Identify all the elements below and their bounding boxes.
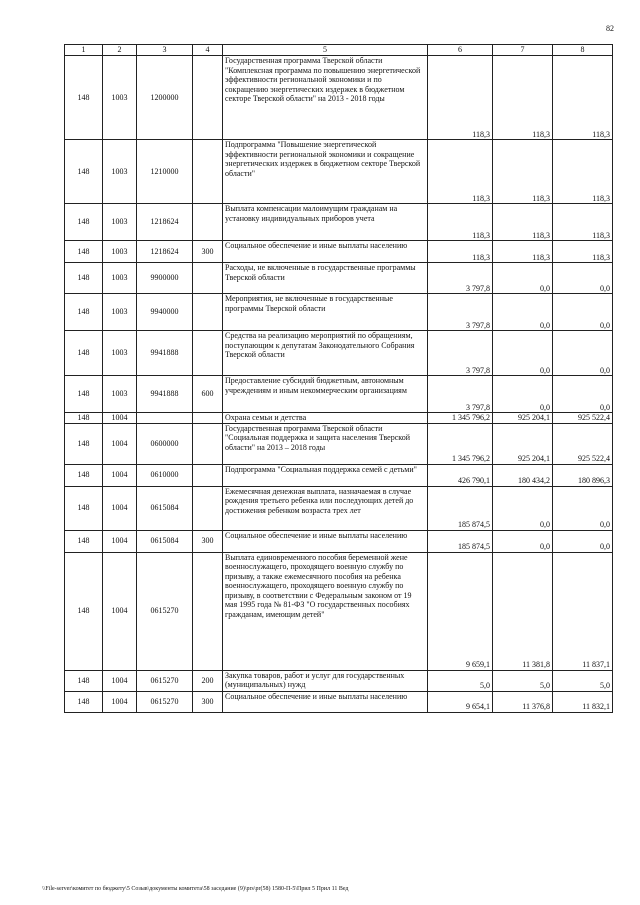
cell-section-code: 1004 [103,486,137,530]
cell-target-article: 9940000 [137,294,193,331]
cell-description: Социальное обеспечение и иные выплаты населению [223,691,428,712]
cell-section-code: 1003 [103,331,137,376]
table-row [65,56,613,140]
cell-expense-type [193,140,223,204]
cell-amount-col8: 0,0 [553,376,613,413]
cell-expense-type [193,204,223,241]
cell-ministry-code: 148 [65,691,103,712]
table-row [65,464,613,486]
cell-amount-col8: 118,3 [553,204,613,241]
cell-target-article: 0615084 [137,530,193,552]
cell-section-code: 1003 [103,56,137,140]
cell-expense-type [193,486,223,530]
cell-amount-col6: 1 345 796,2 [428,423,493,464]
cell-section-code: 1003 [103,263,137,294]
cell-amount-col7: 0,0 [493,530,553,552]
cell-ministry-code: 148 [65,486,103,530]
cell-expense-type: 300 [193,530,223,552]
cell-expense-type [193,263,223,294]
cell-section-code: 1003 [103,140,137,204]
cell-target-article: 9900000 [137,263,193,294]
cell-amount-col8: 0,0 [553,294,613,331]
table-row [65,530,613,552]
cell-amount-col7: 0,0 [493,486,553,530]
cell-description: Ежемесячная денежная выплата, назначаемая в случае рождения третьего ребенка или последующих детей до достижения ребенком возраста трех лет [223,486,428,530]
cell-amount-col6: 118,3 [428,140,493,204]
cell-section-code: 1004 [103,413,137,424]
cell-amount-col8: 5,0 [553,670,613,691]
column-header: 8 [553,45,613,56]
cell-expense-type [193,294,223,331]
cell-amount-col7: 118,3 [493,241,553,263]
cell-amount-col7: 0,0 [493,376,553,413]
column-header: 7 [493,45,553,56]
cell-amount-col6: 185 874,5 [428,486,493,530]
column-header: 5 [223,45,428,56]
cell-amount-col6: 5,0 [428,670,493,691]
cell-expense-type [193,413,223,424]
cell-section-code: 1004 [103,464,137,486]
cell-amount-col6: 1 345 796,2 [428,413,493,424]
cell-amount-col8: 0,0 [553,331,613,376]
cell-ministry-code: 148 [65,423,103,464]
cell-description: Предоставление субсидий бюджетным, автономным учреждениям и иным некоммерческим организациям [223,376,428,413]
cell-description: Социальное обеспечение и иные выплаты населению [223,530,428,552]
cell-ministry-code: 148 [65,552,103,670]
table-row [65,486,613,530]
cell-expense-type: 200 [193,670,223,691]
cell-amount-col7: 118,3 [493,204,553,241]
cell-expense-type [193,56,223,140]
table-row [65,331,613,376]
cell-expense-type [193,464,223,486]
cell-description: Социальное обеспечение и иные выплаты населению [223,241,428,263]
cell-amount-col7: 925 204,1 [493,413,553,424]
cell-target-article: 0615084 [137,486,193,530]
cell-amount-col8: 118,3 [553,56,613,140]
cell-ministry-code: 148 [65,204,103,241]
cell-ministry-code: 148 [65,294,103,331]
cell-amount-col8: 925 522,4 [553,423,613,464]
cell-ministry-code: 148 [65,56,103,140]
cell-target-article: 1218624 [137,204,193,241]
cell-amount-col6: 118,3 [428,241,493,263]
cell-expense-type: 600 [193,376,223,413]
cell-amount-col8: 0,0 [553,486,613,530]
cell-section-code: 1004 [103,670,137,691]
table-row [65,294,613,331]
file-path-footer: \\File-server\комитет по бюджету\5 Созыв\документы комитета\58 заседание (9)\prs\pr(58) 1580-П-5\Прил 5 Прил 11 Вед [42,886,349,892]
cell-amount-col8: 0,0 [553,263,613,294]
cell-description: Выплата компенсации малоимущим гражданам на установку индивидуальных приборов учета [223,204,428,241]
budget-table [64,44,613,713]
table-header-row [65,45,613,56]
cell-expense-type [193,331,223,376]
table-row [65,263,613,294]
cell-amount-col6: 3 797,8 [428,263,493,294]
cell-expense-type [193,552,223,670]
table-row [65,413,613,424]
cell-ministry-code: 148 [65,670,103,691]
cell-section-code: 1003 [103,241,137,263]
cell-amount-col6: 426 790,1 [428,464,493,486]
cell-amount-col6: 9 654,1 [428,691,493,712]
cell-target-article [137,413,193,424]
cell-target-article: 0615270 [137,670,193,691]
cell-ministry-code: 148 [65,413,103,424]
column-header: 4 [193,45,223,56]
cell-target-article: 0615270 [137,691,193,712]
cell-section-code: 1004 [103,423,137,464]
column-header: 6 [428,45,493,56]
cell-amount-col8: 0,0 [553,530,613,552]
column-header: 2 [103,45,137,56]
cell-description: Выплата единовременного пособия беременной жене военнослужащего, проходящего военную службу по призыву, а также ежемесячного пособия на ребенка военнослужащего, проходящего военную службу по призыву, в соответствии с Федеральным законом от 19 мая 1995 года № 81-ФЗ "О государственных пособиях гражданам, имеющим детей" [223,552,428,670]
cell-amount-col7: 925 204,1 [493,423,553,464]
cell-description: Мероприятия, не включенные в государственные программы Тверской области [223,294,428,331]
cell-amount-col7: 11 376,8 [493,691,553,712]
cell-amount-col6: 3 797,8 [428,331,493,376]
cell-amount-col6: 185 874,5 [428,530,493,552]
cell-description: Подпрограмма "Социальная поддержка семей с детьми" [223,464,428,486]
page-number: 82 [606,24,614,33]
cell-amount-col7: 0,0 [493,294,553,331]
cell-ministry-code: 148 [65,140,103,204]
cell-amount-col6: 118,3 [428,204,493,241]
cell-ministry-code: 148 [65,530,103,552]
cell-description: Государственная программа Тверской области "Комплексная программа по повышению энергетической эффективности региональной экономики и по сокращению энергетических издержек в бюджетном секторе Тверской области" на 2013 - 2018 годы [223,56,428,140]
cell-section-code: 1003 [103,376,137,413]
table-row [65,552,613,670]
cell-amount-col7: 5,0 [493,670,553,691]
cell-section-code: 1004 [103,530,137,552]
cell-target-article: 1218624 [137,241,193,263]
table-row [65,204,613,241]
cell-amount-col8: 11 832,1 [553,691,613,712]
cell-description: Подпрограмма "Повышение энергетической эффективности региональной экономики и сокращение энергетических издержек в бюджетном секторе Тверской области" [223,140,428,204]
cell-section-code: 1004 [103,552,137,670]
cell-target-article: 1200000 [137,56,193,140]
cell-amount-col6: 3 797,8 [428,294,493,331]
cell-amount-col7: 0,0 [493,263,553,294]
cell-target-article: 9941888 [137,376,193,413]
cell-target-article: 0615270 [137,552,193,670]
cell-description: Закупка товаров, работ и услуг для государственных (муниципальных) нужд [223,670,428,691]
cell-description: Средства на реализацию мероприятий по обращениям, поступающим к депутатам Законодательного Собрания Тверской области [223,331,428,376]
cell-expense-type: 300 [193,691,223,712]
cell-ministry-code: 148 [65,464,103,486]
cell-ministry-code: 148 [65,376,103,413]
cell-target-article: 0610000 [137,464,193,486]
table-row [65,241,613,263]
cell-target-article: 1210000 [137,140,193,204]
cell-target-article: 9941888 [137,331,193,376]
cell-section-code: 1004 [103,691,137,712]
table-row [65,376,613,413]
cell-ministry-code: 148 [65,241,103,263]
cell-ministry-code: 148 [65,331,103,376]
cell-amount-col7: 118,3 [493,56,553,140]
table-row [65,423,613,464]
cell-amount-col8: 180 896,3 [553,464,613,486]
cell-amount-col8: 118,3 [553,241,613,263]
cell-amount-col8: 11 837,1 [553,552,613,670]
column-header: 1 [65,45,103,56]
cell-description: Охрана семьи и детства [223,413,428,424]
cell-target-article: 0600000 [137,423,193,464]
cell-expense-type: 300 [193,241,223,263]
cell-amount-col7: 0,0 [493,331,553,376]
column-header: 3 [137,45,193,56]
cell-expense-type [193,423,223,464]
cell-amount-col6: 3 797,8 [428,376,493,413]
cell-amount-col8: 925 522,4 [553,413,613,424]
table-row [65,670,613,691]
table-row [65,140,613,204]
cell-section-code: 1003 [103,204,137,241]
cell-amount-col7: 118,3 [493,140,553,204]
cell-section-code: 1003 [103,294,137,331]
cell-description: Государственная программа Тверской области "Социальная поддержка и защита населения Тверской области" на 2013 – 2018 годы [223,423,428,464]
cell-amount-col6: 118,3 [428,56,493,140]
cell-amount-col8: 118,3 [553,140,613,204]
cell-amount-col7: 180 434,2 [493,464,553,486]
cell-amount-col7: 11 381,8 [493,552,553,670]
cell-ministry-code: 148 [65,263,103,294]
cell-amount-col6: 9 659,1 [428,552,493,670]
cell-description: Расходы, не включенные в государственные программы Тверской области [223,263,428,294]
table-row [65,691,613,712]
